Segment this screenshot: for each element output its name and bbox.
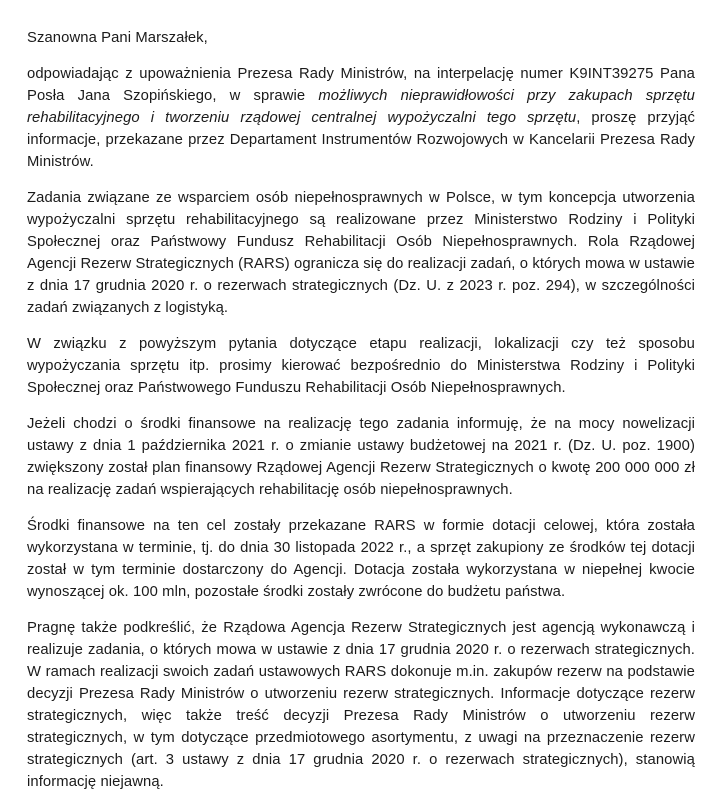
salutation: Szanowna Pani Marszałek, xyxy=(27,30,208,46)
intro-text-after-italic: , proszę przyjąć informacje, przekazane przez Departament Instrumentów Rozwojowych w Kancelarii Prezesa Rady Ministrów. xyxy=(27,110,695,170)
paragraph-redirect-questions: W związku z powyższym pytania dotyczące etapu realizacji, lokalizacji czy też sposobu wypożyczania sprzętu itp. prosimy kierować bezpośrednio do Ministerstwa Rodziny i Polityki Społecznej oraz Państwowego Funduszu Rehabilitacji Osób Niepełnosprawnych. xyxy=(27,336,695,396)
intro-text-before-italic: odpowiadając z upoważnienia Prezesa Rady Ministrów, na interpelację numer K9INT39275 Pana Posła Jana Szopińskiego, w sprawie xyxy=(27,66,695,104)
paragraph-intro xyxy=(27,63,695,173)
intro-interpellation-subject-italic: możliwych nieprawidłowości przy zakupach sprzętu rehabilitacyjnego i tworzeniu rządowej centralnej wypożyczalni tego sprzętu xyxy=(27,88,695,126)
paragraph-tasks-support: Zadania związane ze wsparciem osób niepełnosprawnych w Polsce, w tym koncepcja utworzenia wypożyczalni sprzętu rehabilitacyjnego są realizowane przez Ministerstwo Rodziny i Polityki Społecznej oraz Państwowy Fundusz Rehabilitacji Osób Niepełnosprawnych. Rola Rządowej Agencji Rezerw Strategicznych (RARS) ogranicza się do realizacji zadań, o których mowa w ustawie z dnia 17 grudnia 2020 r. o rezerwach strategicznych (Dz. U. z 2023 r. poz. 294), w szczególności zadań związanych z logistyką. xyxy=(27,190,695,316)
paragraph-financial-means: Jeżeli chodzi o środki finansowe na realizację tego zadania informuję, że na mocy nowelizacji ustawy z dnia 1 października 2021 r. o zmianie ustawy budżetowej na 2021 r. (Dz. U. poz. 1900) zwiększony został plan finansowy Rządowej Agencji Rezerw Strategicznych o kwotę 200 000 000 zł na realizację zadań wspierających rehabilitację osób niepełnosprawnych. xyxy=(27,416,695,498)
paragraph-subsidy-use: Środki finansowe na ten cel zostały przekazane RARS w formie dotacji celowej, która została wykorzystana w terminie, tj. do dnia 30 listopada 2022 r., a sprzęt zakupiony ze środków tej dotacji został w tym terminie dostarczony do Agencji. Dotacja została wykorzystana w niepełnej kwocie wynoszącej ok. 100 mln, pozostałe środki zostały zwrócone do budżetu państwa. xyxy=(27,518,695,600)
paragraph-classified-info: Pragnę także podkreślić, że Rządowa Agencja Rezerw Strategicznych jest agencją wykonawczą i realizuje zadania, o których mowa w ustawie z dnia 17 grudnia 2020 r. o rezerwach strategicznych. W ramach realizacji swoich zadań ustawowych RARS dokonuje m.in. zakupów rezerw na podstawie decyzji Prezesa Rady Ministrów o utworzeniu rezerw strategicznych. Informacje dotyczące rezerw strategicznych, więc także treść decyzji Prezesa Rady Ministrów o utworzeniu rezerw strategicznych, w tym dotyczące przedmiotowego asortymentu, z uwagi na przeznaczenie rezerw strategicznych (art. 3 ustawy z dnia 17 grudnia 2020 r. o rezerwach strategicznych), stanowią informację niejawną. xyxy=(27,620,695,790)
